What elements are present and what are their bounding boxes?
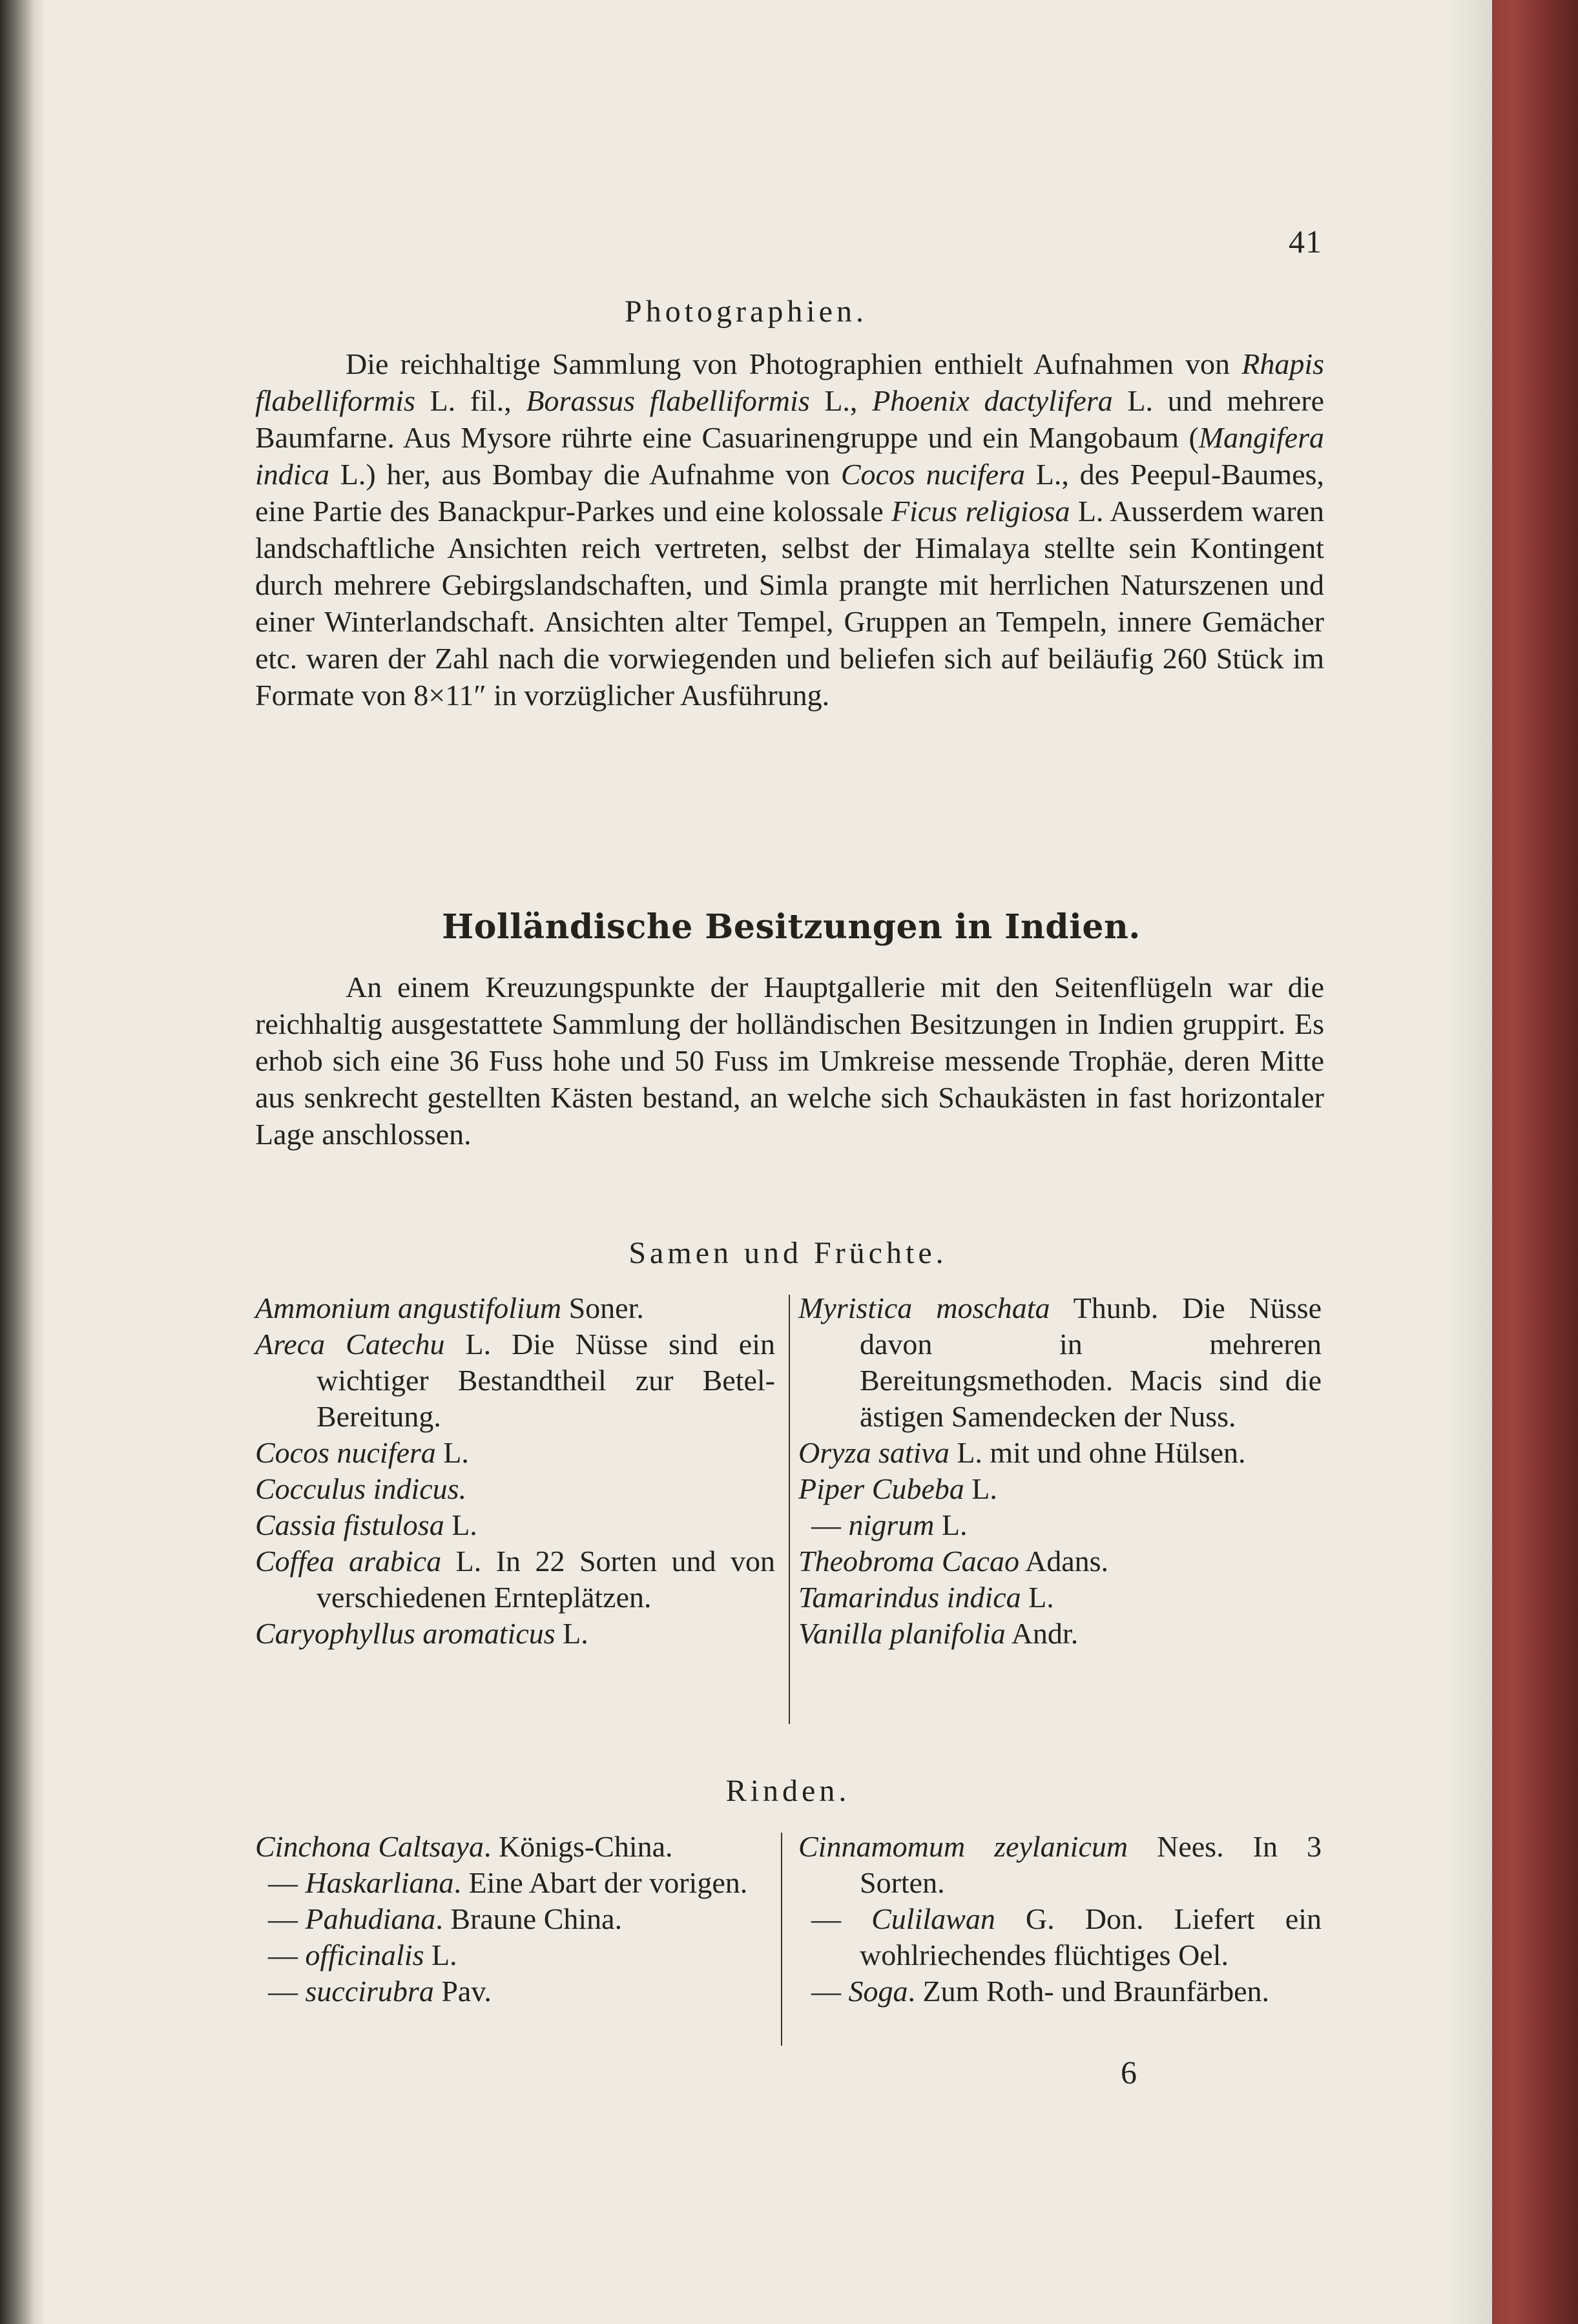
list-item bbox=[798, 1616, 1322, 1652]
italic-term: Coffea arabica bbox=[255, 1545, 442, 1578]
list-item bbox=[255, 1973, 775, 2010]
italic-term: Vanilla planifolia bbox=[798, 1617, 1006, 1650]
italic-term: Pahudiana bbox=[305, 1902, 436, 1935]
text-run: — bbox=[268, 1902, 306, 1935]
text-run: — bbox=[268, 1866, 306, 1899]
heading-samen-und-fruechte: Samen und Früchte. bbox=[628, 1236, 948, 1270]
italic-term: Piper Cubeba bbox=[798, 1472, 964, 1505]
text-run: Soner. bbox=[561, 1291, 644, 1324]
italic-term: officinalis bbox=[305, 1938, 424, 1971]
heading-photographien: Photographien. bbox=[625, 294, 867, 329]
text-run: — bbox=[268, 1938, 306, 1971]
text-run: L. bbox=[964, 1472, 997, 1505]
italic-term: Ammonium angustifolium bbox=[255, 1291, 562, 1324]
samen-column-rule bbox=[789, 1295, 790, 1724]
italic-term: Mangifera indica bbox=[255, 421, 1324, 491]
text-run: L. Ausserdem waren landschaftliche Ansichten reich vertreten, selbst der Himalaya stellte sein Kontingent durch mehrere Gebirgslandschaften, und Simla prangte mit herrlichen Naturszenen und einer Winterlandschaft. Ansichten alter Tempel, Gruppen an Tempeln, innere Gemächer etc. waren der Zahl nach die vorwiegenden und beliefen sich auf beiläufig 260 Stück im Formate von 8×11″ in vorzüglicher Ausführung. bbox=[255, 495, 1324, 712]
list-item bbox=[255, 1326, 775, 1435]
italic-term: Cinchona Caltsaya bbox=[255, 1830, 484, 1863]
italic-term: Cocculus indicus. bbox=[255, 1472, 467, 1505]
text-run: Pav. bbox=[433, 1975, 492, 2008]
binding-gutter bbox=[0, 0, 45, 2324]
list-item bbox=[798, 1829, 1322, 1901]
text-run: L.) her, aus Bombay die Aufnahme von bbox=[329, 458, 841, 491]
text-run: — bbox=[811, 1975, 849, 2008]
italic-term: Cassia fistulosa bbox=[255, 1508, 444, 1541]
italic-term: Cinnamomum zeylanicum bbox=[798, 1830, 1128, 1863]
list-item bbox=[798, 1471, 1322, 1507]
text-run: Nees. In 3 Sorten. bbox=[860, 1830, 1322, 1899]
italic-term: Oryza sativa bbox=[798, 1436, 950, 1469]
text-run: L. bbox=[934, 1508, 968, 1541]
text-run: L. In 22 Sorten und von verschiedenen Ernteplätzen. bbox=[317, 1545, 775, 1614]
list-item bbox=[798, 1543, 1322, 1579]
list-item bbox=[255, 1865, 775, 1901]
list-item bbox=[255, 1507, 775, 1543]
text-run: . Königs-China. bbox=[483, 1830, 673, 1863]
italic-term: Borassus flabelliformis bbox=[526, 384, 810, 417]
text-run: L. bbox=[1021, 1581, 1054, 1614]
list-item bbox=[798, 1290, 1322, 1435]
signature-mark: 6 bbox=[1121, 2054, 1137, 2090]
text-run: L., bbox=[809, 384, 873, 417]
italic-term: Areca Catechu bbox=[255, 1328, 445, 1361]
text-run: . Braune China. bbox=[435, 1902, 623, 1935]
list-item bbox=[798, 1507, 1322, 1543]
text-run: L. fil., bbox=[415, 384, 526, 417]
rinden-left-column bbox=[255, 1829, 775, 2010]
book-edge-red bbox=[1479, 0, 1578, 2324]
hollaendische-text: An einem Kreuzungspunkte der Hauptgallerie mit den Seitenflügeln war die reichhaltig ausgestattete Sammlung der holländischen Besitzungen in Indien gruppirt. Es erhob sich eine 36 Fuss hohe und 50 Fuss im Umkreise messende Trophäe, deren Mitte aus senkrecht gestellten Kästen bestand, an welche sich Schaukästen in fast horizontaler Lage anschlossen. bbox=[255, 971, 1324, 1151]
italic-term: Soga bbox=[848, 1975, 908, 2008]
list-item bbox=[798, 1973, 1322, 2010]
list-item bbox=[798, 1579, 1322, 1616]
paragraph-hollaendische bbox=[255, 969, 1324, 1153]
text-run: Adans. bbox=[1019, 1545, 1109, 1578]
italic-term: Culilawan bbox=[871, 1902, 995, 1935]
heading-hollaendische-besitzungen: Holländische Besitzungen in Indien. bbox=[442, 907, 1141, 947]
text-run: — bbox=[268, 1975, 306, 2008]
photographien-text bbox=[255, 345, 1324, 714]
text-run: L. mit und ohne Hülsen. bbox=[949, 1436, 1246, 1469]
italic-term: Tamarindus indica bbox=[798, 1581, 1021, 1614]
italic-term: Caryophyllus aromaticus bbox=[255, 1617, 555, 1650]
list-item bbox=[798, 1901, 1322, 1973]
list-item bbox=[255, 1901, 775, 1937]
list-item bbox=[255, 1616, 775, 1652]
samen-left-column bbox=[255, 1290, 775, 1652]
text-run: L. bbox=[444, 1508, 477, 1541]
list-item bbox=[255, 1435, 775, 1471]
text-run: Die reichhaltige Sammlung von Photographien enthielt Aufnahmen von bbox=[346, 347, 1242, 380]
italic-term: Ficus religiosa bbox=[891, 495, 1070, 528]
text-run: — bbox=[811, 1508, 849, 1541]
text-run: Andr. bbox=[1005, 1617, 1079, 1650]
heading-rinden: Rinden. bbox=[725, 1774, 851, 1808]
italic-term: Phoenix dactylifera bbox=[872, 384, 1113, 417]
italic-term: Myristica moschata bbox=[798, 1291, 1050, 1324]
list-item bbox=[255, 1471, 775, 1507]
text-run: — bbox=[811, 1902, 872, 1935]
rinden-column-rule bbox=[781, 1833, 782, 2046]
list-item bbox=[255, 1829, 775, 1865]
list-item bbox=[798, 1435, 1322, 1471]
italic-term: nigrum bbox=[848, 1508, 935, 1541]
italic-term: succirubra bbox=[305, 1975, 434, 2008]
text-run: L. bbox=[424, 1938, 457, 1971]
page-number: 41 bbox=[1289, 223, 1322, 260]
text-run: . Eine Abart der vorigen. bbox=[453, 1866, 748, 1899]
italic-term: Cocos nucifera bbox=[840, 458, 1025, 491]
text-run: Thunb. Die Nüsse davon in mehreren Bereitungsmethoden. Macis sind die ästigen Samendecken der Nuss. bbox=[860, 1291, 1322, 1433]
text-run: L., des Peepul-Baumes, eine Partie des Banackpur-Parkes und eine kolossale bbox=[255, 458, 1324, 528]
italic-term: Haskarliana bbox=[305, 1866, 454, 1899]
text-run: L. Die Nüsse sind ein wichtiger Bestandtheil zur Betel-Bereitung. bbox=[317, 1328, 775, 1433]
text-run: L. und mehrere Baumfarne. Aus Mysore rührte eine Casuarinengruppe und ein Mangobaum ( bbox=[255, 384, 1324, 454]
italic-term: Theobroma Cacao bbox=[798, 1545, 1020, 1578]
list-item bbox=[255, 1290, 775, 1326]
page-edge-shade bbox=[1447, 0, 1492, 2324]
list-item bbox=[255, 1543, 775, 1616]
italic-term: Cocos nucifera bbox=[255, 1436, 436, 1469]
text-run: G. Don. Liefert ein wohlriechendes flüchtiges Oel. bbox=[860, 1902, 1322, 1971]
paragraph-photographien bbox=[255, 345, 1324, 714]
list-item bbox=[255, 1937, 775, 1973]
italic-term: Rhapis flabelliformis bbox=[255, 347, 1324, 417]
text-run: L. bbox=[555, 1617, 588, 1650]
samen-right-column bbox=[798, 1290, 1322, 1652]
text-run: . Zum Roth- und Braunfärben. bbox=[908, 1975, 1270, 2008]
text-run: L. bbox=[435, 1436, 469, 1469]
rinden-right-column bbox=[798, 1829, 1322, 2010]
